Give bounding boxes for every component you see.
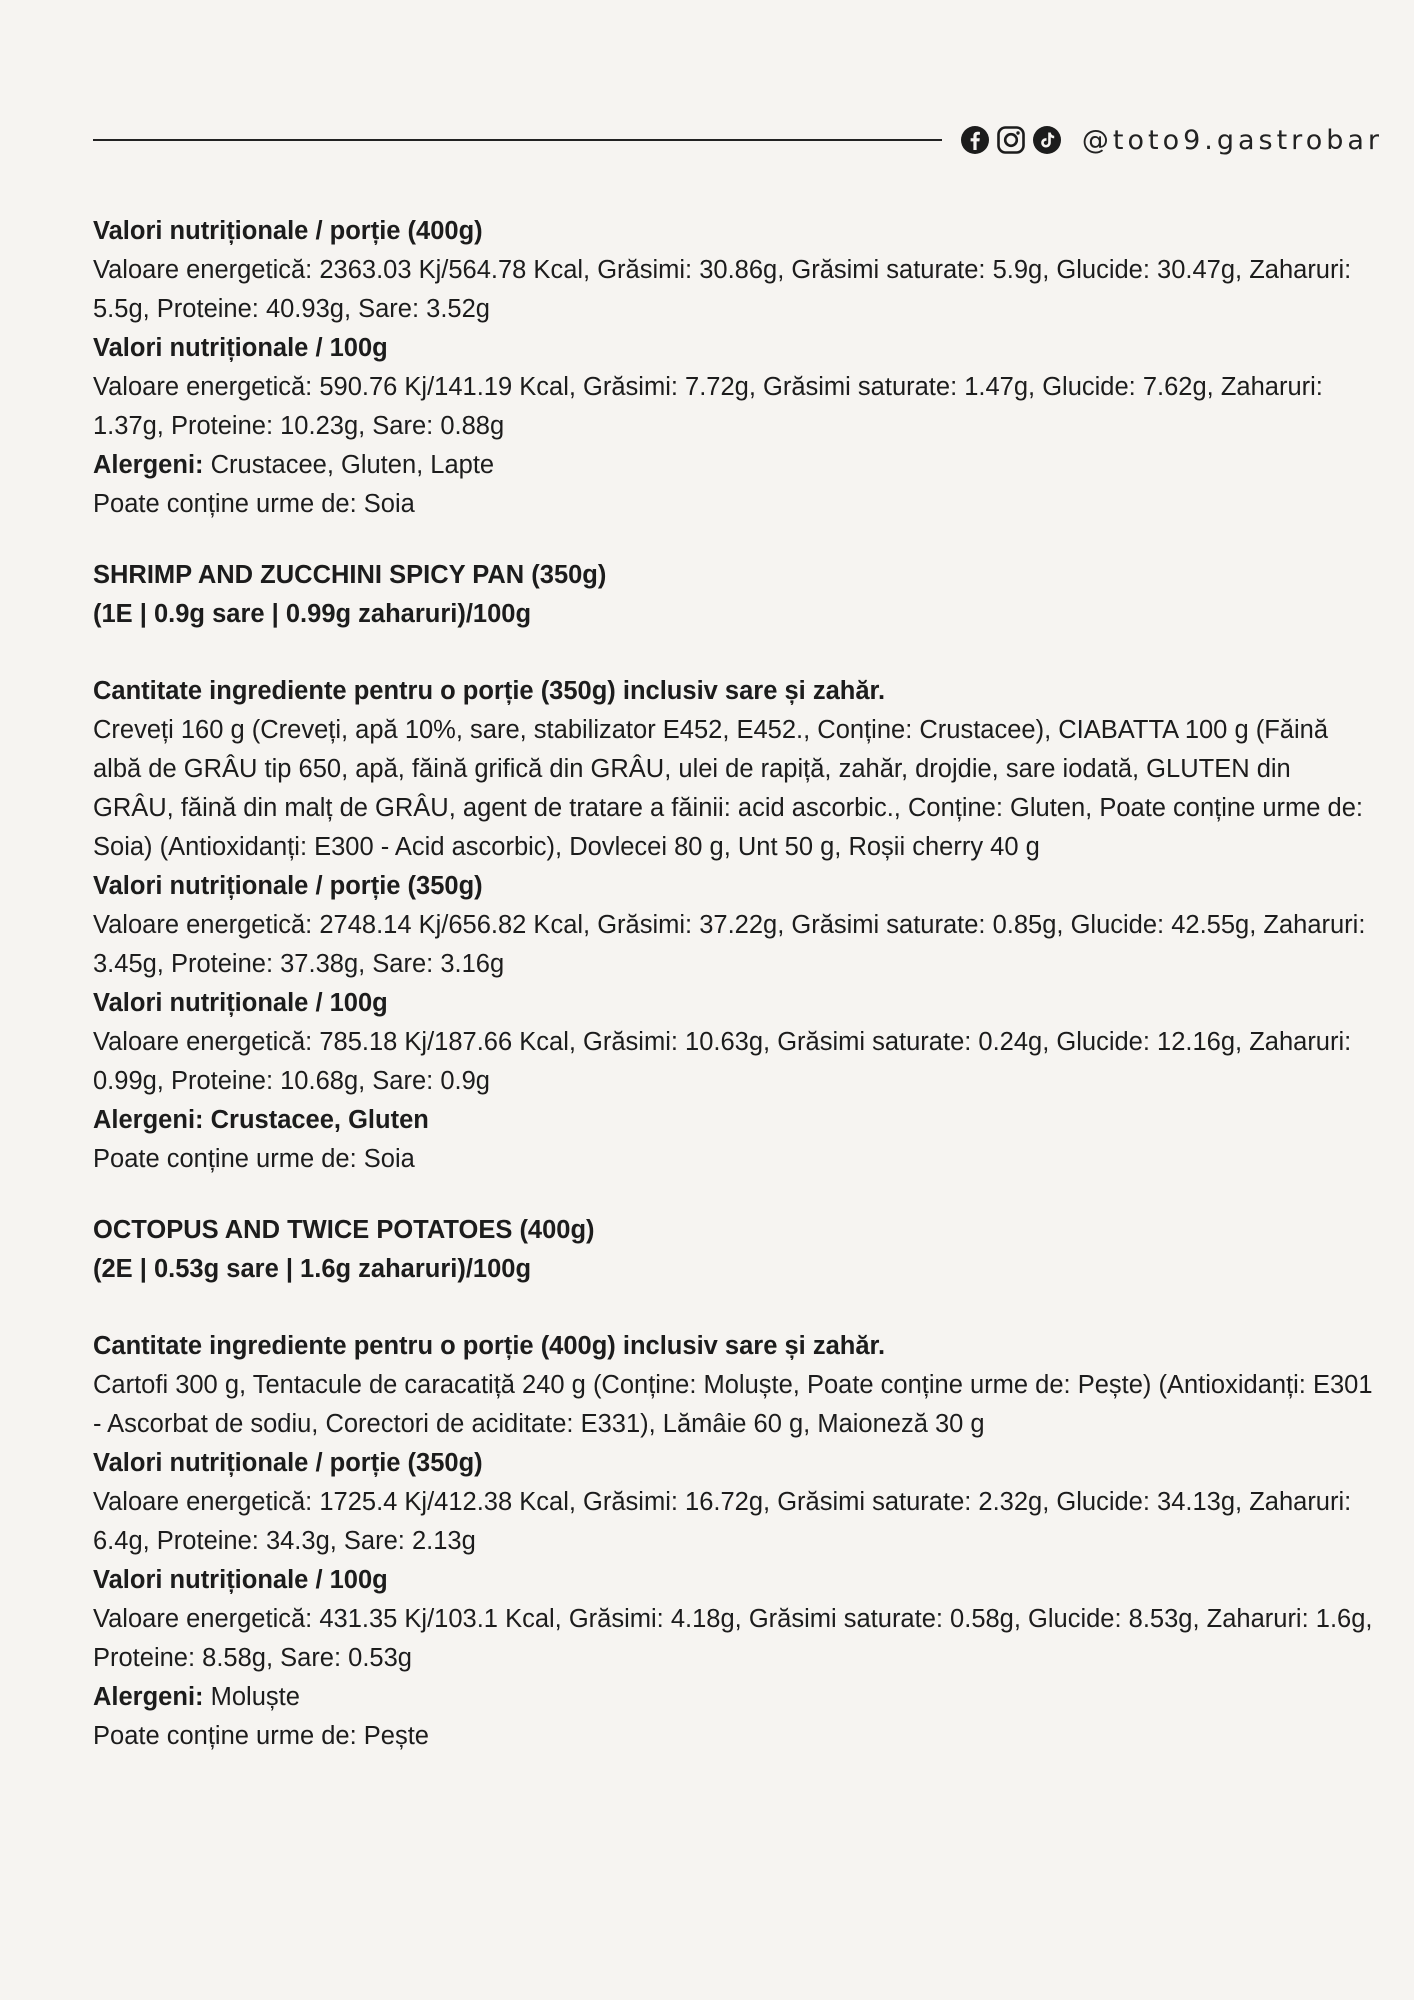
traces-line: Poate conține urme de: Soia (93, 1145, 415, 1173)
portion-nutrition-values: Valoare energetică: 2748.14 Kj/656.82 Kcal, Grăsimi: 37.22g, Grăsimi saturate: 0.85g, Glucide: 42.55g, Zaharuri: 3.45g, Proteine: 37.38g, Sare: 3.16g (93, 911, 1366, 978)
dish-section-shrimp (93, 556, 1378, 1179)
per100-nutrition-values: Valoare energetică: 431.35 Kj/103.1 Kcal, Grăsimi: 4.18g, Grăsimi saturate: 0.58g, Glucide: 8.53g, Zaharuri: 1.6g, Proteine: 8.58g, Sare: 0.53g (93, 1605, 1373, 1672)
ingredients-list: Creveți 160 g (Creveți, apă 10%, sare, stabilizator E452, E452., Conține: Crustacee), CIABATTA 100 g (Făină albă de GRÂU tip 650, apă, făină grifică din GRÂU, ulei de rapiță, zahăr, drojdie, sare iodată, GLUTEN din GRÂU, făină din malț de GRÂU, agent de tratare a făinii: acid ascorbic., Conține: Gluten, Poate conține urme de: Soia) (Antioxidanți: E300 - Acid ascorbic), Dovlecei 80 g, Unt 50 g, Roșii cherry 40 g (93, 716, 1363, 861)
dish-section-continued (93, 212, 1378, 524)
allergens-line: Alergeni: Crustacee, Gluten (93, 1106, 429, 1134)
traces-line: Poate conține urme de: Soia (93, 490, 415, 518)
allergens-label: Alergeni: (93, 1683, 204, 1711)
per100-nutrition-heading: Valori nutriționale / 100g (93, 1566, 388, 1594)
portion-nutrition-values: Valoare energetică: 1725.4 Kj/412.38 Kcal, Grăsimi: 16.72g, Grăsimi saturate: 2.32g, Glucide: 34.13g, Zaharuri: 6.4g, Proteine: 34.3g, Sare: 2.13g (93, 1488, 1352, 1555)
per100-nutrition-values: Valoare energetică: 785.18 Kj/187.66 Kcal, Grăsimi: 10.63g, Grăsimi saturate: 0.24g, Glucide: 12.16g, Zaharuri: 0.99g, Proteine: 10.68g, Sare: 0.9g (93, 1028, 1352, 1095)
allergens-value: Moluște (203, 1683, 300, 1711)
menu-content (93, 212, 1378, 1756)
dish-title: OCTOPUS AND TWICE POTATOES (400g) (93, 1216, 595, 1244)
portion-nutrition-values: Valoare energetică: 2363.03 Kj/564.78 Kcal, Grăsimi: 30.86g, Grăsimi saturate: 5.9g, Glucide: 30.47g, Zaharuri: 5.5g, Proteine: 40.93g, Sare: 3.52g (93, 256, 1352, 323)
social-handle[interactable]: @toto9.gastrobar (1081, 124, 1383, 156)
allergens-value: Crustacee, Gluten, Lapte (203, 451, 495, 479)
portion-nutrition-heading: Valori nutriționale / porție (350g) (93, 1449, 483, 1477)
per100-nutrition-values: Valoare energetică: 590.76 Kj/141.19 Kcal, Grăsimi: 7.72g, Grăsimi saturate: 1.47g, Glucide: 7.62g, Zaharuri: 1.37g, Proteine: 10.23g, Sare: 0.88g (93, 373, 1323, 440)
facebook-icon[interactable] (960, 125, 990, 155)
per100-nutrition-heading: Valori nutriționale / 100g (93, 989, 388, 1017)
dish-subtitle: (1E | 0.9g sare | 0.99g zaharuri)/100g (93, 600, 532, 628)
ingredients-heading: Cantitate ingrediente pentru o porție (350g) inclusiv sare și zahăr. (93, 677, 886, 705)
per100-nutrition-heading: Valori nutriționale / 100g (93, 334, 388, 362)
social-icons (960, 125, 1062, 155)
ingredients-heading: Cantitate ingrediente pentru o porție (400g) inclusiv sare și zahăr. (93, 1332, 886, 1360)
dish-title: SHRIMP AND ZUCCHINI SPICY PAN (350g) (93, 561, 607, 589)
allergens-line (93, 446, 1378, 485)
traces-line: Poate conține urme de: Pește (93, 1722, 429, 1750)
allergens-line (93, 1678, 1378, 1717)
allergens-label: Alergeni: (93, 451, 204, 479)
instagram-icon[interactable] (996, 125, 1026, 155)
dish-section-octopus (93, 1211, 1378, 1756)
portion-nutrition-heading: Valori nutriționale / porție (400g) (93, 217, 483, 245)
page-header (93, 120, 1383, 160)
ingredients-list: Cartofi 300 g, Tentacule de caracatiță 240 g (Conține: Moluște, Poate conține urme de: Pește) (Antioxidanți: E301 - Ascorbat de sodiu, Corectori de aciditate: E331), Lămâie 60 g, Maioneză 30 g (93, 1371, 1373, 1438)
portion-nutrition-heading: Valori nutriționale / porție (350g) (93, 872, 483, 900)
tiktok-icon[interactable] (1032, 125, 1062, 155)
header-divider (93, 139, 942, 141)
dish-subtitle: (2E | 0.53g sare | 1.6g zaharuri)/100g (93, 1255, 532, 1283)
